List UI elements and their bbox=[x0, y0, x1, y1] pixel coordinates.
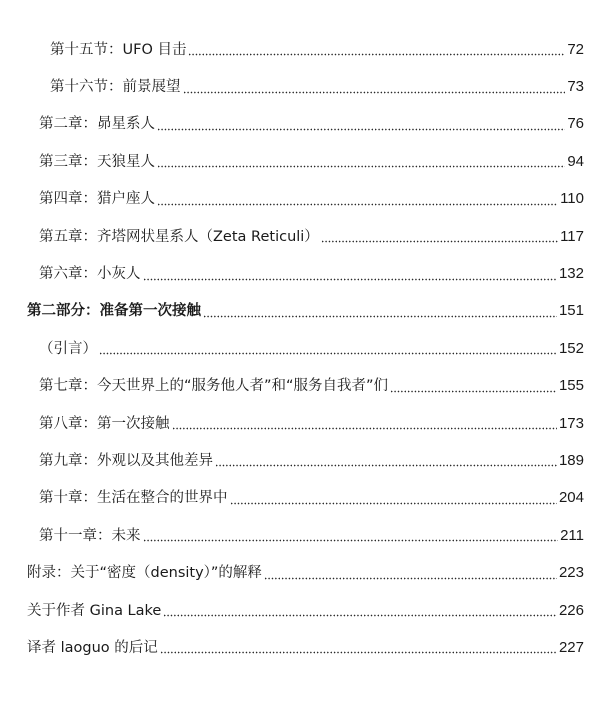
dot-leader bbox=[143, 278, 557, 281]
toc-entry-chapter-2[interactable] bbox=[0, 106, 611, 143]
dot-leader bbox=[99, 352, 557, 355]
toc-entry-chapter-9[interactable] bbox=[0, 442, 611, 479]
toc-entry-title: 第二部分：准备第一次接触 bbox=[27, 303, 201, 320]
dot-leader bbox=[390, 390, 557, 393]
toc-entry-page-number: 173 bbox=[558, 414, 584, 432]
toc-entry-title: 第七章：今天世界上的“服务他人者”和“服务自我者”们 bbox=[39, 378, 389, 395]
dot-leader bbox=[183, 91, 566, 94]
toc-entry-chapter-6[interactable] bbox=[0, 255, 611, 292]
toc-entry-translator-afterword[interactable] bbox=[0, 629, 611, 666]
toc-entry-appendix[interactable] bbox=[0, 554, 611, 591]
toc-entry-page-number: 110 bbox=[560, 190, 584, 208]
toc-entry-introduction[interactable] bbox=[0, 330, 611, 367]
toc-entry-page-number: 155 bbox=[558, 377, 584, 395]
toc-entry-page-number: 73 bbox=[567, 78, 584, 96]
toc-entry-title: （引言） bbox=[39, 340, 97, 357]
toc-entry-page-number: 117 bbox=[560, 227, 584, 245]
toc-entry-part-2[interactable] bbox=[0, 293, 611, 330]
toc-entry-chapter-5[interactable] bbox=[0, 218, 611, 255]
toc-entry-page-number: 226 bbox=[558, 601, 584, 619]
toc-entry-about-author[interactable] bbox=[0, 592, 611, 629]
toc-entry-section-15[interactable] bbox=[0, 31, 611, 68]
toc-entry-chapter-4[interactable] bbox=[0, 181, 611, 218]
toc-entry-title: 第二章：昴星系人 bbox=[39, 116, 155, 133]
toc-entry-page-number: 72 bbox=[567, 40, 584, 58]
toc-entry-title: 附录：关于“密度（density）”的解释 bbox=[27, 565, 262, 582]
toc-entry-page-number: 94 bbox=[567, 152, 584, 170]
dot-leader bbox=[215, 464, 557, 467]
dot-leader bbox=[264, 577, 557, 580]
toc-entry-section-16[interactable] bbox=[0, 68, 611, 105]
dot-leader bbox=[321, 240, 558, 243]
toc-entry-chapter-3[interactable] bbox=[0, 143, 611, 180]
toc-entry-title: 第八章：第一次接触 bbox=[39, 415, 170, 432]
dot-leader bbox=[143, 539, 559, 542]
toc-entry-title: 第五章：齐塔网状星系人（Zeta Reticuli） bbox=[39, 228, 319, 245]
toc-entry-page-number: 227 bbox=[558, 638, 584, 656]
dot-leader bbox=[203, 315, 557, 318]
dot-leader bbox=[188, 53, 565, 56]
dot-leader bbox=[230, 502, 557, 505]
dot-leader bbox=[160, 651, 557, 654]
toc-entry-title: 第十一章：未来 bbox=[39, 527, 141, 544]
toc-entry-title: 译者 laoguo 的后记 bbox=[27, 639, 158, 656]
toc-entry-page-number: 76 bbox=[567, 115, 584, 133]
toc-entry-title: 第四章：猎户座人 bbox=[39, 191, 155, 208]
dot-leader bbox=[157, 203, 558, 206]
toc-entry-page-number: 223 bbox=[558, 564, 584, 582]
toc-entry-page-number: 151 bbox=[558, 302, 584, 320]
dot-leader bbox=[172, 427, 557, 430]
toc-entry-chapter-7[interactable] bbox=[0, 368, 611, 405]
toc-entry-title: 第九章：外观以及其他差异 bbox=[39, 452, 213, 469]
toc-entry-page-number: 132 bbox=[558, 265, 584, 283]
toc-entry-page-number: 189 bbox=[558, 451, 584, 469]
toc-entry-chapter-8[interactable] bbox=[0, 405, 611, 442]
dot-leader bbox=[157, 128, 565, 131]
toc-entry-title: 第三章：天狼星人 bbox=[39, 153, 155, 170]
toc-entry-chapter-10[interactable] bbox=[0, 480, 611, 517]
toc-entry-page-number: 204 bbox=[558, 489, 584, 507]
dot-leader bbox=[157, 165, 565, 168]
toc-entry-chapter-11[interactable] bbox=[0, 517, 611, 554]
toc-entry-title: 第六章：小灰人 bbox=[39, 266, 141, 283]
toc-entry-title: 第十章：生活在整合的世界中 bbox=[39, 490, 228, 507]
table-of-contents bbox=[0, 31, 611, 667]
toc-entry-page-number: 211 bbox=[560, 526, 584, 544]
toc-entry-title: 第十五节：UFO 目击 bbox=[50, 41, 187, 58]
dot-leader bbox=[163, 614, 557, 617]
toc-entry-page-number: 152 bbox=[558, 339, 584, 357]
toc-entry-title: 第十六节：前景展望 bbox=[50, 79, 181, 96]
toc-entry-title: 关于作者 Gina Lake bbox=[27, 602, 162, 619]
